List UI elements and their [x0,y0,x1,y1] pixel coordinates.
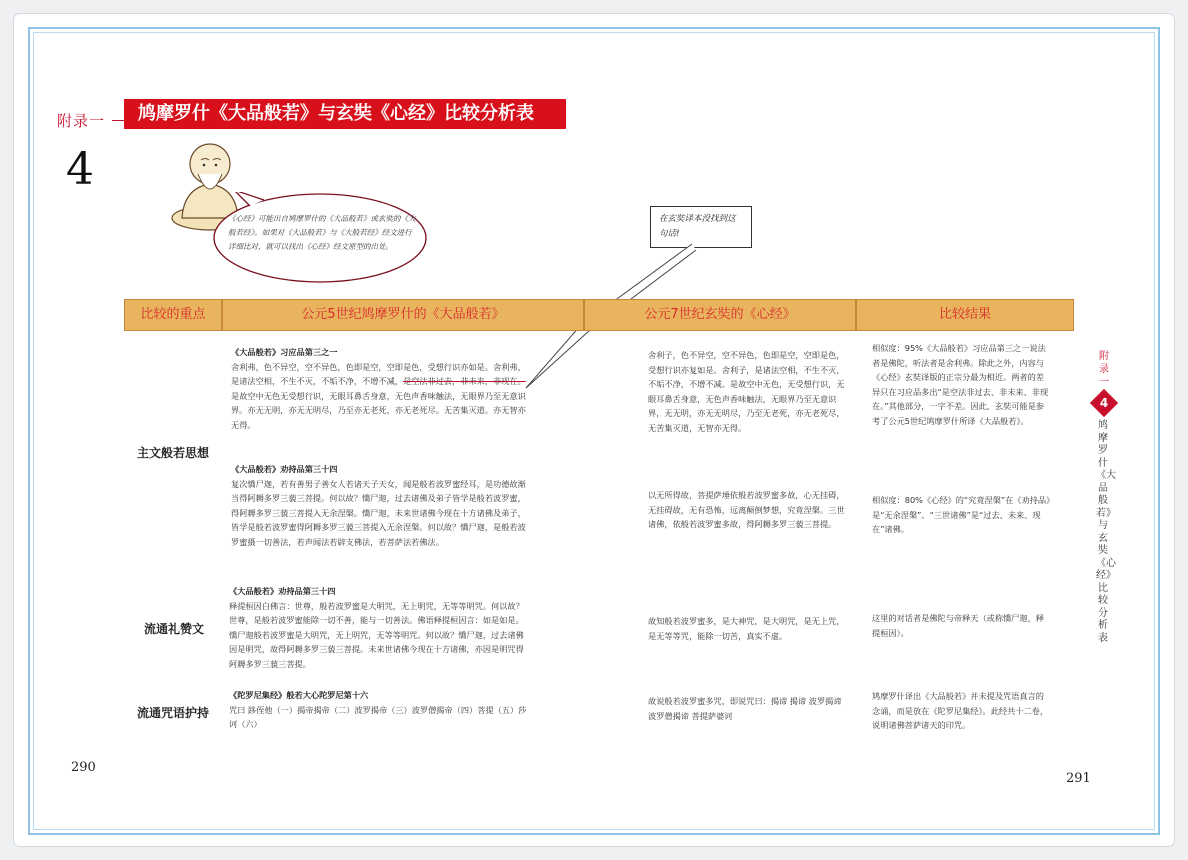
page-title: 鸠摩罗什《大品般若》与玄奘《心经》比较分析表 [124,99,566,129]
row-label-main: 主文般若思想 [137,446,210,460]
result-text-3: 这里的对话者是佛陀与帝释天（或称憍尸迦，释提桓因）。 [872,613,1044,638]
col-header-xuanzang: 公元7世纪玄奘的《心经》 [584,299,856,331]
result-text-4: 鸠摩罗什译出《大品般若》并未提及咒语真言的念诵，而是放在《陀罗尼集经》。此经共十二卷，说明诸佛菩萨诸天的印咒。 [872,691,1049,730]
page-number-left: 290 [71,760,96,775]
kumarajiva-text-xiying [231,345,531,432]
passage-heading: 《大品般若》劝持品第三十四 [229,586,336,596]
passage-text: 复次憍尸迦，若有善男子善女人若诸天子天女，闻是般若波罗蜜经耳，是功德故渐当得阿耨多罗三藐三菩提。何以故？憍尸迦，过去诸佛及弟子皆学是般若波罗蜜，得阿耨多罗三藐三菩提入无余涅槃。憍尸迦，未来世诸佛今现在十方诸佛及弟子，皆学是般若波罗蜜得阿耨多罗三藐三菩提入无余涅槃。何以故？憍尸迦，是般若波罗蜜摄一切善法，若声闻法若辟支佛法，若菩萨法若佛法。 [231,478,526,547]
row-label-mantra: 流通咒语护持 [137,706,210,720]
result-text-1: 相似度：95%《大品般若》习应品第三之一说法者是佛陀，听法者是舍利弗。除此之外，内容与《心经》玄奘译版的正宗分最为相近。两者的差异只在习应品多出“是空法非过去、非未来、非现在。”其他部分，一字不差。因此，玄奘可能是参考了公元5世纪鸠摩罗什所译《大品般若》。 [872,343,1049,426]
side-running-title: 鸠摩罗什《大品般若》与玄奘《心经》比较分析表 [1096,420,1116,644]
row-label-praise: 流通礼赞文 [144,622,205,636]
callout-note: 在玄奘译本没找到这句话! [650,206,752,248]
side-chapter-number: 4 [1099,396,1109,410]
col-header-kumarajiva: 公元5世纪鸠摩罗什的《大品般若》 [222,299,584,331]
xinjing-text-2: 以无所得故，菩提萨埵依般若波罗蜜多故，心无挂碍，无挂碍故，无有恐怖，远离颠倒梦想，究竟涅槃。三世诸佛，依般若波罗蜜多故，得阿耨多罗三藐三菩提。 [648,490,845,529]
passage-text: 释提桓因白佛言：世尊，般若波罗蜜是大明咒，无上明咒，无等等明咒。何以故？世尊，是般若波罗蜜能除一切不善，能与一切善法。佛语释提桓因言：如是如是。憍尸迦般若波罗蜜是大明咒，无上明咒，无等等明咒。何以故？憍尸迦，过去诸佛因是明咒，故得阿耨多罗三藐三菩提。未来世诸佛今现在十方诸佛，亦因是明咒得阿耨多罗三藐三菩提。 [229,600,524,669]
page-number-right: 291 [1066,771,1091,786]
passage-heading: 《陀罗尼集经》般若大心陀罗尼第十六 [229,690,369,700]
passage-text: 咒曰 跢侄他（一）揭帝揭帝（二）波罗揭帝（三）波罗僧揭帝（四）菩提（五）莎诃（六） [229,704,527,729]
strikethrough-text: 是空法非过去，非未来，非现在。 [402,376,526,386]
xinjing-text-1: 舍利子，色不异空，空不异色，色即是空，空即是色，受想行识亦复如是。舍利子，是诸法空相，不生不灭，不垢不净，不增不减。是故空中无色，无受想行识，无眼耳鼻舌身意，无色声香味触法，无眼界乃至无意识界，无无明，亦无无明尽，乃至无老死，亦无老死尽，无苦集灭道，无智亦无得。 [648,350,845,433]
passage-heading: 《大品般若》习应品第三之一 [231,347,338,357]
kumarajiva-text-quanchi [231,462,531,549]
kumarajiva-text-mantra [229,688,531,732]
side-appendix-label: 附录一 [1099,351,1109,388]
col-header-result: 比较结果 [856,299,1074,331]
kumarajiva-text-praise [229,584,531,671]
appendix-label: 附录一 [57,112,106,130]
xinjing-text-4: 故说般若波罗蜜多咒，即说咒曰：揭谛 揭谛 波罗揭谛 波罗僧揭谛 菩提萨婆诃 [648,696,842,721]
passage-text: 是故空中无色无受想行识，无眼耳鼻舌身意，无色声香味触法，无眼界乃至无意识界。亦无无明，亦无无明尽，乃至亦无老死，亦无老死尽。无苦集灭道。亦无智亦无得。 [231,390,526,430]
result-text-2: 相似度：80%《心经》的“究竟涅槃”在《劝持品》是“无余涅槃”。“三世诸佛”是“过去、未来、现在”诸佛。 [872,495,1051,534]
xinjing-text-3: 故知般若波罗蜜多，是大神咒，是大明咒，是无上咒，是无等等咒，能除一切苦，真实不虚。 [648,616,845,641]
chapter-number: 4 [66,144,94,195]
bubble-text: 《心经》可能出自鸠摩罗什的《大品般若》或玄奘的《大般若经》。如果对《大品般若》与《大般若经》经文进行详细比对，就可以找出《心经》经文原型的出处。 [228,214,416,251]
passage-text: 舍利弗，色不异空，空不异色，色即是空，空即是色，受想行识亦如是。舍利弗，是诸法空相，不生不灭，不垢不净，不增不减， [231,361,526,386]
col-header-focus: 比较的重点 [124,299,222,331]
passage-heading: 《大品般若》劝持品第三十四 [231,464,338,474]
